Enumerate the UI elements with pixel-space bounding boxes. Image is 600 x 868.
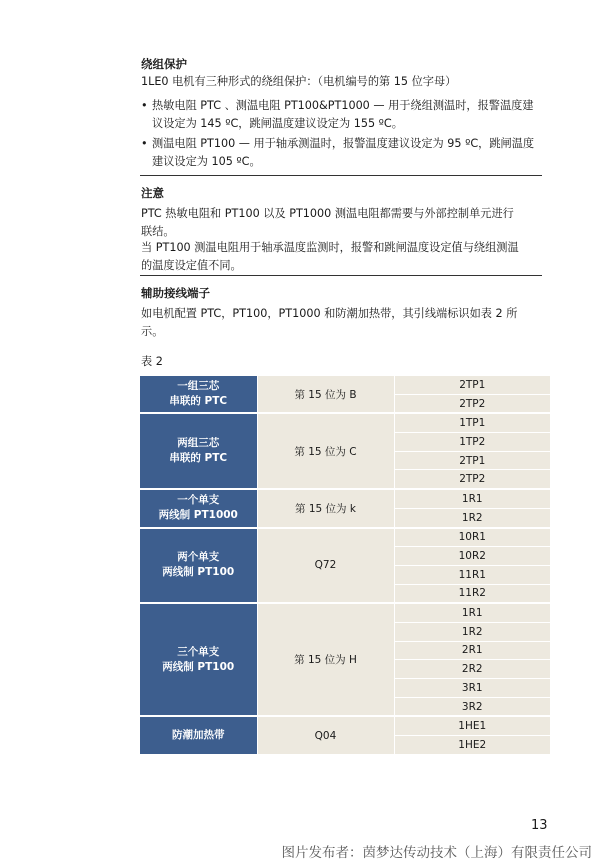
table-row bbox=[140, 528, 550, 547]
heading-note: 注意 bbox=[141, 186, 164, 200]
terminal-cell: 1R1 bbox=[394, 489, 550, 508]
note-paragraph-2 bbox=[141, 239, 519, 275]
terminal-cell: 1HE2 bbox=[394, 736, 550, 755]
code-cell: 第 15 位为 H bbox=[257, 603, 394, 716]
terminal-cell: 1TP1 bbox=[394, 413, 550, 432]
aux-paragraph bbox=[141, 305, 517, 341]
heading-aux-terminals: 辅助接线端子 bbox=[141, 286, 210, 300]
terminal-cell: 10R2 bbox=[394, 547, 550, 566]
publisher-watermark: 图片发布者：茵梦达传动技术（上海）有限责任公司 bbox=[281, 845, 592, 861]
group-header-line: 三个单支 bbox=[177, 645, 220, 658]
aux-line: 如电机配置 PTC，PT100，PT1000 和防潮加热带，其引线端标识如表 2 所 bbox=[141, 307, 518, 320]
terminal-cell: 1R2 bbox=[394, 508, 550, 527]
row-group-header bbox=[140, 489, 257, 527]
bullet-dot: • bbox=[141, 137, 148, 150]
terminal-cell: 2R2 bbox=[394, 660, 550, 679]
row-group-header bbox=[140, 603, 257, 716]
terminal-cell: 1R2 bbox=[394, 622, 550, 641]
note-line: PTC 热敏电阻和 PT100 以及 PT1000 测温电阻都需要与外部控制单元进行 bbox=[141, 207, 514, 220]
heading-winding-protection: 绕组保护 bbox=[141, 57, 187, 71]
bullet-item bbox=[141, 97, 551, 133]
code-cell: 第 15 位为 k bbox=[257, 489, 394, 527]
code-cell: Q04 bbox=[257, 716, 394, 754]
terminal-cell: 11R2 bbox=[394, 584, 550, 603]
table-row bbox=[140, 489, 550, 508]
table-row bbox=[140, 376, 550, 394]
note-line: 当 PT100 测温电阻用于轴承温度监测时，报警和跳闸温度设定值与绕组测温 bbox=[141, 241, 519, 254]
table-caption: 表 2 bbox=[141, 355, 163, 368]
terminal-cell: 3R1 bbox=[394, 679, 550, 698]
terminal-cell: 3R2 bbox=[394, 697, 550, 716]
bullet-dot: • bbox=[141, 99, 148, 112]
winding-intro: 1LE0 电机有三种形式的绕组保护：（电机编号的第 15 位字母） bbox=[141, 75, 457, 88]
group-header-line: 两线制 PT100 bbox=[162, 566, 235, 579]
group-header-line: 两线制 PT1000 bbox=[158, 509, 238, 522]
terminal-cell: 1TP2 bbox=[394, 433, 550, 452]
bullet-item bbox=[141, 135, 551, 171]
terminal-cell: 2TP2 bbox=[394, 394, 550, 413]
terminal-cell: 10R1 bbox=[394, 528, 550, 547]
row-group-header bbox=[140, 413, 257, 489]
group-header-line: 串联的 PTC bbox=[169, 452, 228, 465]
terminal-table bbox=[140, 376, 550, 756]
group-header-line: 一个单支 bbox=[177, 494, 220, 507]
table-body bbox=[140, 376, 550, 755]
terminal-cell: 2TP1 bbox=[394, 376, 550, 394]
group-header-line: 两线制 PT100 bbox=[162, 660, 235, 673]
terminal-cell: 2TP1 bbox=[394, 451, 550, 470]
table-row bbox=[140, 413, 550, 432]
code-cell: 第 15 位为 C bbox=[257, 413, 394, 489]
bullet-line: 建议设定为 105 ºC。 bbox=[152, 155, 261, 168]
group-header-line: 两组三芯 bbox=[177, 437, 220, 450]
note-line: 联结。 bbox=[141, 225, 175, 238]
row-group-header bbox=[140, 716, 257, 754]
code-cell: 第 15 位为 B bbox=[257, 376, 394, 413]
group-header-line: 一组三芯 bbox=[177, 380, 220, 393]
group-header-line: 串联的 PTC bbox=[169, 395, 228, 408]
bullet-line: 热敏电阻 PTC 、测温电阻 PT100&PT1000 — 用于绕组测温时，报警温度建 bbox=[152, 99, 534, 112]
row-group-header bbox=[140, 528, 257, 604]
bullet-line: 议设定为 145 ºC，跳闸温度建议设定为 155 ºC。 bbox=[152, 117, 403, 130]
terminal-cell: 11R1 bbox=[394, 565, 550, 584]
aux-line: 示。 bbox=[141, 325, 164, 338]
bullet-line: 测温电阻 PT100 — 用于轴承测温时，报警温度建议设定为 95 ºC，跳闸温度 bbox=[152, 137, 535, 150]
table-row bbox=[140, 603, 550, 622]
table-row bbox=[140, 716, 550, 735]
page-number: 13 bbox=[531, 818, 548, 833]
group-header-line: 两个单支 bbox=[177, 551, 220, 564]
terminal-cell: 2R1 bbox=[394, 641, 550, 660]
note-line: 的温度设定值不同。 bbox=[141, 259, 242, 272]
terminal-cell: 1HE1 bbox=[394, 716, 550, 735]
group-header-line: 防潮加热带 bbox=[172, 729, 225, 742]
row-group-header bbox=[140, 376, 257, 413]
divider-rule bbox=[140, 175, 542, 176]
terminal-cell: 2TP2 bbox=[394, 470, 550, 489]
note-paragraph-1 bbox=[141, 205, 514, 241]
divider-rule bbox=[140, 275, 542, 276]
code-cell: Q72 bbox=[257, 528, 394, 604]
terminal-cell: 1R1 bbox=[394, 603, 550, 622]
